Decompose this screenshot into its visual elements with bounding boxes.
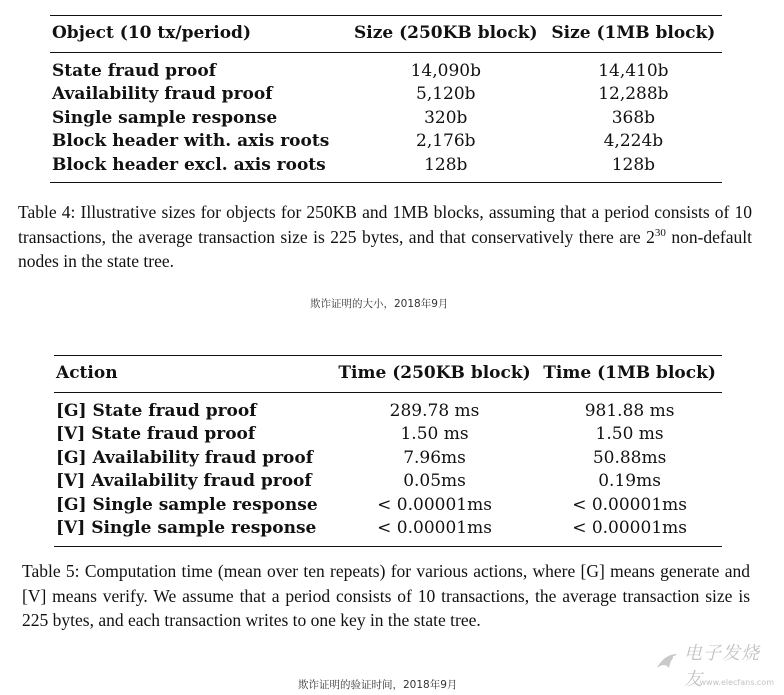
table-cell: 5,120b [416, 84, 476, 104]
table-cell: Block header excl. axis roots [52, 154, 326, 175]
table-cell: 128b [611, 154, 656, 175]
table-row [50, 154, 722, 183]
table-cell: 14,090b [410, 60, 481, 81]
table-cell: Availability fraud proof [52, 84, 273, 104]
bird-logo-icon [654, 650, 680, 680]
table-4-note: 欺诈证明的大小，2018年9月 [310, 298, 449, 310]
table-5-header-1mb: Time (1MB block) [537, 356, 722, 393]
table-cell: < 0.00001ms [572, 518, 687, 538]
table-cell: 368b [611, 107, 656, 128]
table-cell: < 0.00001ms [377, 518, 492, 538]
table-4-caption-exponent: 30 [654, 226, 666, 239]
table-5-note: 欺诈证明的验证时间，2018年9月 [298, 679, 458, 691]
table-5 [54, 355, 722, 547]
table-cell: Single sample response [52, 107, 278, 128]
table-cell: 14,410b [598, 60, 669, 81]
table-cell: 981.88 ms [584, 400, 675, 421]
table-cell: [V] Single sample response [56, 518, 317, 538]
table-5-header-action: Action [54, 356, 332, 393]
table-row [54, 423, 722, 447]
table-row [50, 52, 722, 83]
table-4-header-object: Object (10 tx/period) [50, 16, 347, 53]
table-cell: 1.50 ms [400, 424, 469, 444]
table-row [50, 107, 722, 131]
table-4 [50, 15, 722, 183]
table-cell: [G] Single sample response [56, 494, 318, 515]
table-cell: [G] State fraud proof [56, 400, 257, 421]
table-4-caption-main: Table 4: Illustrative sizes for objects for 250KB and 1MB blocks, assuming that a period consists of 10 transactions, the average transaction size is 225 bytes, and that conservatively there are 2 [18, 202, 752, 247]
table-cell: 1.50 ms [595, 424, 664, 444]
table-cell: [V] Availability fraud proof [56, 471, 312, 491]
table-4-header-1mb: Size (1MB block) [545, 16, 722, 53]
table-cell: < 0.00001ms [377, 494, 492, 515]
table-cell: 289.78 ms [389, 400, 480, 421]
watermark [654, 643, 774, 690]
table-cell: 320b [424, 107, 468, 128]
table-cell: 7.96ms [403, 447, 466, 468]
table-4-caption [18, 200, 752, 274]
table-row [50, 130, 722, 154]
table-4-caption-end: non-default nodes in the state tree. [18, 226, 752, 271]
table-row [54, 392, 722, 423]
table-row [54, 470, 722, 494]
table-cell: 2,176b [416, 131, 476, 151]
table-4-header-250kb: Size (250KB block) [347, 16, 545, 53]
table-row [54, 447, 722, 471]
table-row [54, 517, 722, 546]
watermark-url: www.elecfans.com [699, 678, 774, 687]
table-cell: 0.19ms [598, 471, 661, 491]
table-row [54, 494, 722, 518]
table-cell: Block header with. axis roots [52, 131, 330, 151]
table-5-header-row [54, 356, 722, 393]
table-5-caption: Table 5: Computation time (mean over ten repeats) for various actions, where [G] means generate and [V] means verify. We assume that a period consists of 10 transactions, the average transaction size is 225 bytes, and each transaction writes to one key in the state tree. [22, 561, 750, 630]
table-cell: 4,224b [603, 131, 664, 151]
table-cell: 50.88ms [592, 447, 667, 468]
table-5-header-250kb: Time (250KB block) [332, 356, 537, 393]
table-cell: 128b [424, 154, 468, 175]
table-cell: 0.05ms [403, 471, 466, 491]
table-cell: State fraud proof [52, 60, 217, 81]
table-cell: [V] State fraud proof [56, 424, 256, 444]
table-cell: 12,288b [598, 84, 669, 104]
table-cell: [G] Availability fraud proof [56, 447, 314, 468]
table-cell: < 0.00001ms [572, 494, 687, 515]
table-row [50, 83, 722, 107]
watermark-text: 电子发烧友 [684, 643, 760, 690]
table-4-header-row [50, 16, 722, 53]
